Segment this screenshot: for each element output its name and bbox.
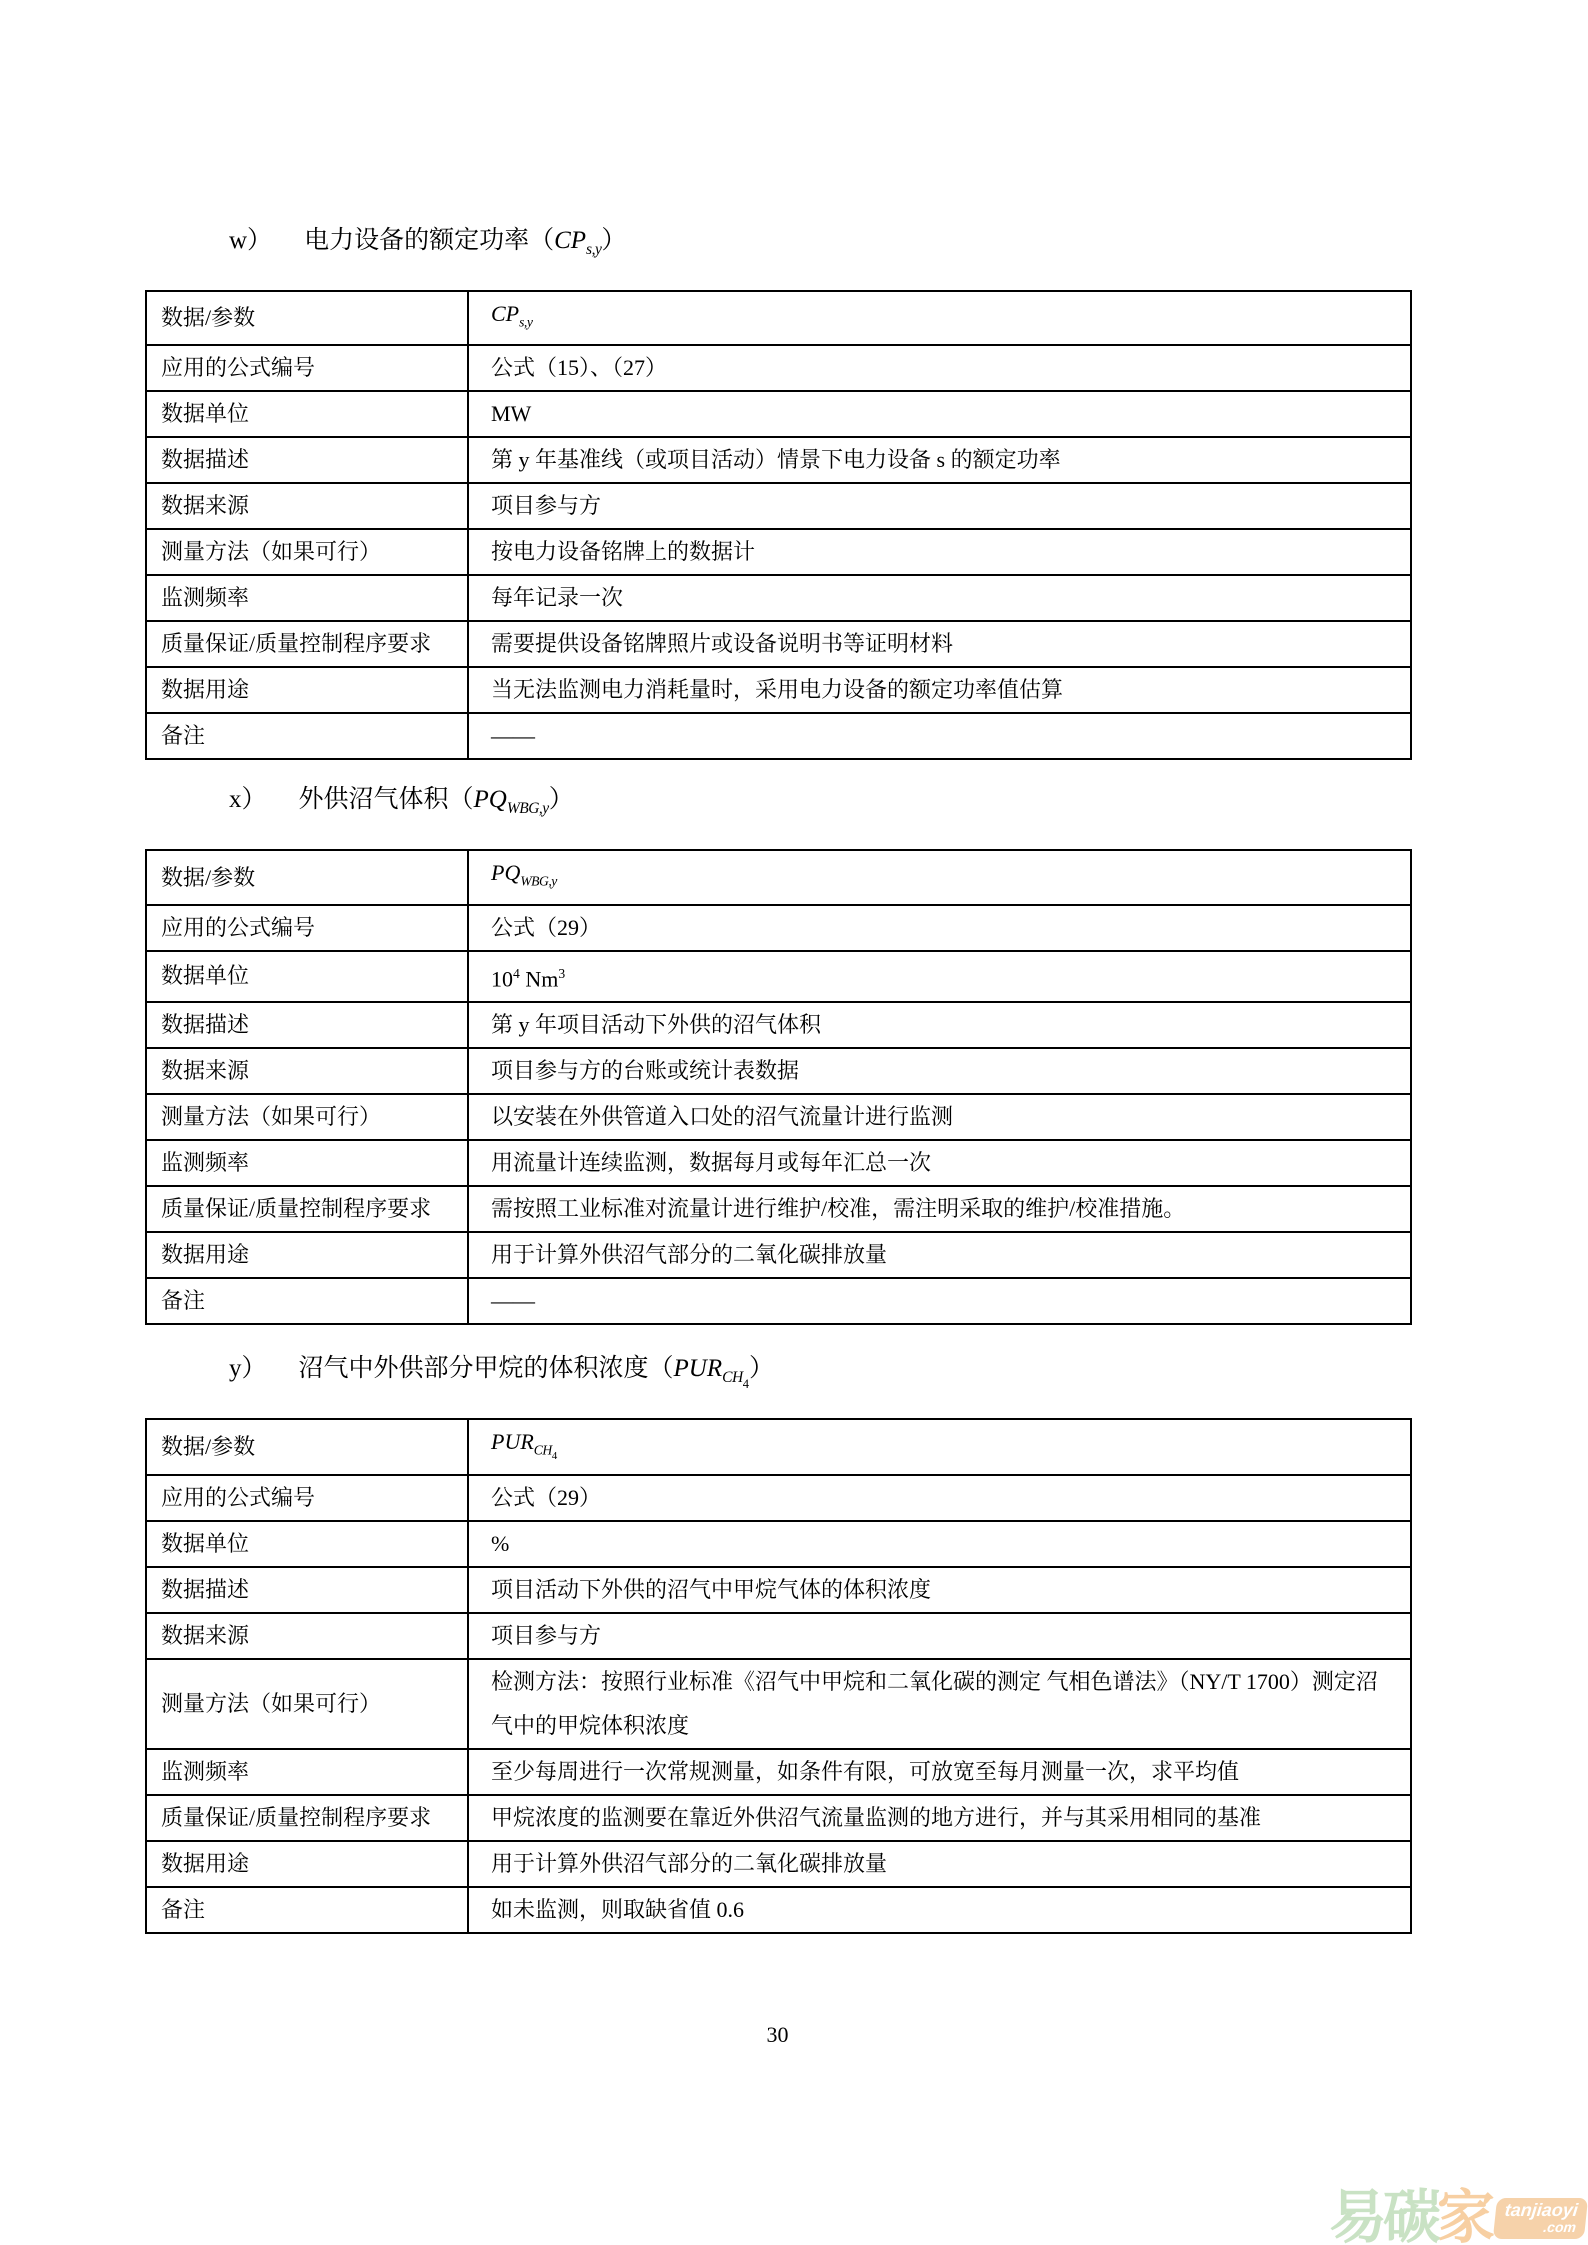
row-label: 数据用途 bbox=[146, 1841, 468, 1887]
row-label: 数据单位 bbox=[146, 951, 468, 1002]
row-value: % bbox=[468, 1521, 1411, 1567]
row-label: 测量方法（如果可行） bbox=[146, 529, 468, 575]
parameter-symbol: PQ bbox=[491, 860, 521, 886]
row-label: 监测频率 bbox=[146, 575, 468, 621]
watermark-logo bbox=[1328, 2184, 1588, 2245]
row-value: 甲烷浓度的监测要在靠近外供沼气流量监测的地方进行，并与其采用相同的基准 bbox=[468, 1795, 1411, 1841]
row-label: 数据单位 bbox=[146, 391, 468, 437]
parameter-table-pur bbox=[145, 1418, 1412, 1933]
row-label: 监测频率 bbox=[146, 1749, 468, 1795]
table-row bbox=[146, 345, 1411, 391]
text-segment: Nm bbox=[519, 966, 559, 992]
row-label: 数据来源 bbox=[146, 1613, 468, 1659]
row-value: 第 y 年基准线（或项目活动）情景下电力设备 s 的额定功率 bbox=[468, 437, 1411, 483]
page-number: 30 bbox=[766, 2021, 789, 2047]
text-segment: 10 bbox=[491, 966, 513, 992]
table-row bbox=[146, 1613, 1411, 1659]
row-label: 测量方法（如果可行） bbox=[146, 1094, 468, 1140]
table-row bbox=[146, 951, 1411, 1002]
watermark-char: 家 bbox=[1436, 2184, 1491, 2245]
row-label: 应用的公式编号 bbox=[146, 345, 468, 391]
parameter-symbol: PUR bbox=[491, 1429, 534, 1455]
row-label: 质量保证/质量控制程序要求 bbox=[146, 621, 468, 667]
parameter-table-cp bbox=[145, 290, 1412, 760]
row-label: 数据用途 bbox=[146, 1232, 468, 1278]
text-segment: x） bbox=[229, 786, 267, 814]
section-heading-x bbox=[229, 783, 1410, 826]
table-row bbox=[146, 1002, 1411, 1048]
row-value: 用流量计连续监测，数据每月或每年汇总一次 bbox=[468, 1140, 1411, 1186]
row-value: 需按照工业标准对流量计进行维护/校准，需注明采取的维护/校准措施。 bbox=[468, 1186, 1411, 1232]
text-segment: s,y bbox=[519, 314, 533, 330]
row-value: 用于计算外供沼气部分的二氧化碳排放量 bbox=[468, 1841, 1411, 1887]
text-segment: WBG,y bbox=[506, 800, 549, 818]
row-value: 项目参与方的台账或统计表数据 bbox=[468, 1048, 1411, 1094]
row-label: 质量保证/质量控制程序要求 bbox=[146, 1795, 468, 1841]
table-row bbox=[146, 1048, 1411, 1094]
row-value: 以安装在外供管道入口处的沼气流量计进行监测 bbox=[468, 1094, 1411, 1140]
section-heading-w bbox=[229, 224, 1410, 267]
text-segment: 电力设备的额定功率（ bbox=[304, 227, 555, 254]
row-label: 数据/参数 bbox=[146, 1419, 468, 1474]
row-value: 需要提供设备铭牌照片或设备说明书等证明材料 bbox=[468, 621, 1411, 667]
text-segment: 4 bbox=[551, 1450, 558, 1463]
table-row bbox=[146, 621, 1411, 667]
watermark-badge-text: tanjiaoyi bbox=[1503, 2200, 1579, 2221]
row-value: MW bbox=[468, 391, 1411, 437]
table-row bbox=[146, 1232, 1411, 1278]
row-label: 数据来源 bbox=[146, 483, 468, 529]
row-label: 数据描述 bbox=[146, 437, 468, 483]
row-label: 测量方法（如果可行） bbox=[146, 1659, 468, 1749]
text-segment: w） bbox=[229, 227, 273, 254]
row-value: 第 y 年项目活动下外供的沼气体积 bbox=[468, 1002, 1411, 1048]
text-segment: 4 bbox=[742, 1376, 749, 1391]
row-label: 备注 bbox=[146, 1887, 468, 1933]
row-label: 备注 bbox=[146, 1278, 468, 1324]
text-segment: y） bbox=[229, 1355, 267, 1383]
row-label: 应用的公式编号 bbox=[146, 905, 468, 951]
row-value: 项目活动下外供的沼气中甲烷气体的体积浓度 bbox=[468, 1567, 1411, 1613]
row-value: 检测方法：按照行业标准《沼气中甲烷和二氧化碳的测定 气相色谱法》（NY/T 1700）测定沼气中的甲烷体积浓度 bbox=[468, 1659, 1411, 1749]
row-value: 如未监测，则取缺省值 0.6 bbox=[468, 1887, 1411, 1933]
table-row bbox=[146, 437, 1411, 483]
row-label: 数据描述 bbox=[146, 1567, 468, 1613]
row-value bbox=[468, 951, 1411, 1002]
row-value: 公式（29） bbox=[468, 905, 1411, 951]
row-label: 数据单位 bbox=[146, 1521, 468, 1567]
text-segment: WBG,y bbox=[520, 873, 557, 889]
table-row bbox=[146, 1419, 1411, 1474]
row-label: 数据用途 bbox=[146, 667, 468, 713]
table-row bbox=[146, 575, 1411, 621]
row-value: 用于计算外供沼气部分的二氧化碳排放量 bbox=[468, 1232, 1411, 1278]
table-row bbox=[146, 713, 1411, 759]
parameter-symbol: PUR bbox=[673, 1355, 723, 1383]
row-label: 数据描述 bbox=[146, 1002, 468, 1048]
row-label: 备注 bbox=[146, 713, 468, 759]
table-row bbox=[146, 667, 1411, 713]
row-value bbox=[468, 1419, 1411, 1474]
watermark-badge-domain: .com bbox=[1542, 2219, 1577, 2236]
parameter-symbol: PQ bbox=[473, 786, 507, 814]
table-row bbox=[146, 850, 1411, 904]
row-value: —— bbox=[468, 713, 1411, 759]
row-value: 按电力设备铭牌上的数据计 bbox=[468, 529, 1411, 575]
table-row bbox=[146, 1186, 1411, 1232]
table-row bbox=[146, 1140, 1411, 1186]
row-value: —— bbox=[468, 1278, 1411, 1324]
row-value: 当无法监测电力消耗量时，采用电力设备的额定功率值估算 bbox=[468, 667, 1411, 713]
text-segment: ） bbox=[548, 786, 574, 814]
table-row bbox=[146, 391, 1411, 437]
table-row bbox=[146, 1887, 1411, 1933]
row-value: 公式（29） bbox=[468, 1475, 1411, 1521]
row-label: 质量保证/质量控制程序要求 bbox=[146, 1186, 468, 1232]
row-label: 数据来源 bbox=[146, 1048, 468, 1094]
table-row bbox=[146, 483, 1411, 529]
document-content bbox=[145, 0, 1410, 2048]
table-row bbox=[146, 291, 1411, 345]
row-value bbox=[468, 291, 1411, 345]
table-row bbox=[146, 1567, 1411, 1613]
table-row bbox=[146, 529, 1411, 575]
row-value: 项目参与方 bbox=[468, 1613, 1411, 1659]
watermark-char: 易 bbox=[1328, 2184, 1383, 2245]
table-row bbox=[146, 1475, 1411, 1521]
text-segment: ） bbox=[748, 1355, 774, 1383]
row-value: 公式（15）、（27） bbox=[468, 345, 1411, 391]
watermark-char: 碳 bbox=[1382, 2184, 1437, 2245]
text-segment: 沼气中外供部分甲烷的体积浓度（ bbox=[298, 1355, 674, 1383]
text-segment: ） bbox=[601, 227, 627, 254]
row-value bbox=[468, 850, 1411, 904]
section-heading-y bbox=[229, 1352, 1410, 1395]
table-row bbox=[146, 1521, 1411, 1567]
table-row bbox=[146, 1659, 1411, 1749]
row-label: 数据/参数 bbox=[146, 291, 468, 345]
table-row bbox=[146, 905, 1411, 951]
text-segment: 4 bbox=[513, 965, 520, 981]
table-row bbox=[146, 1841, 1411, 1887]
parameter-symbol: CP bbox=[491, 301, 520, 326]
row-label: 数据/参数 bbox=[146, 850, 468, 904]
text-segment: 外供沼气体积（ bbox=[298, 786, 474, 814]
table-row bbox=[146, 1094, 1411, 1140]
row-label: 监测频率 bbox=[146, 1140, 468, 1186]
text-segment: CH bbox=[533, 1442, 552, 1458]
text-segment: s,y bbox=[586, 241, 602, 258]
text-segment: CH bbox=[722, 1369, 743, 1387]
watermark-badge bbox=[1493, 2198, 1588, 2239]
parameter-symbol: CP bbox=[554, 227, 587, 254]
table-row bbox=[146, 1795, 1411, 1841]
table-row bbox=[146, 1278, 1411, 1324]
table-row bbox=[146, 1749, 1411, 1795]
text-segment: 3 bbox=[558, 965, 566, 981]
row-value: 项目参与方 bbox=[468, 483, 1411, 529]
row-label: 应用的公式编号 bbox=[146, 1475, 468, 1521]
parameter-table-pq bbox=[145, 849, 1412, 1325]
row-value: 每年记录一次 bbox=[468, 575, 1411, 621]
row-value: 至少每周进行一次常规测量，如条件有限，可放宽至每月测量一次，求平均值 bbox=[468, 1749, 1411, 1795]
